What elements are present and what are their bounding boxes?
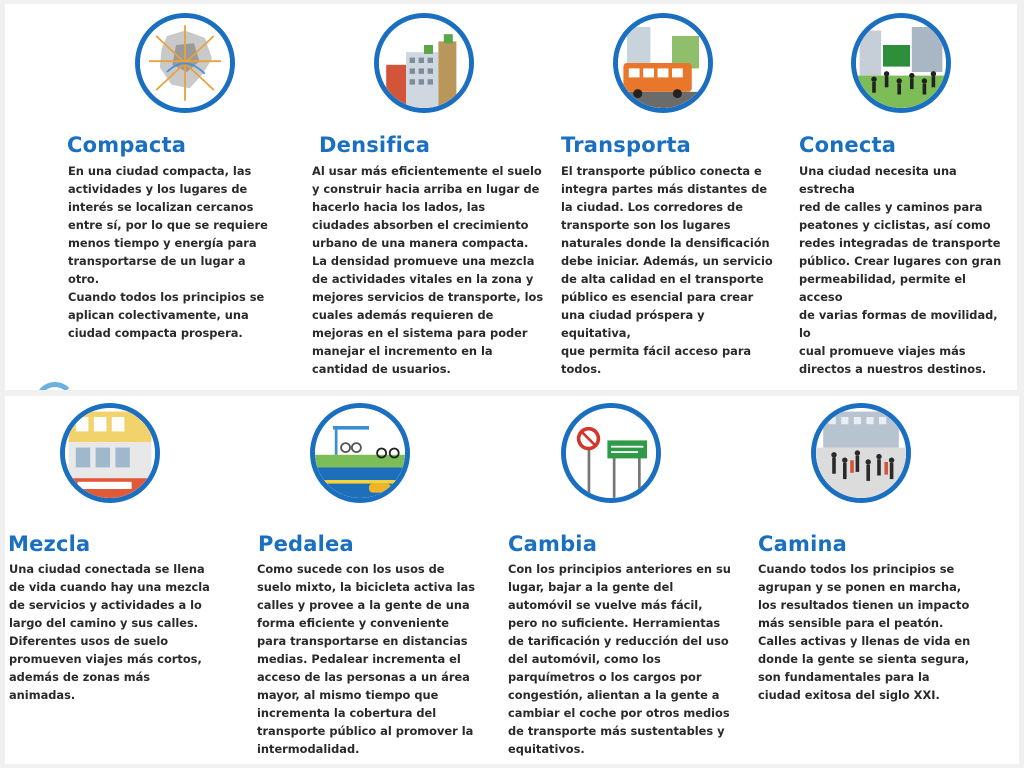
principle-description: El transporte público conecta e integra partes más distantes de la ciudad. Los corredores de transporte son los lugares naturales donde la densificación debe iniciar. Además, un servicio de alta calidad en el transporte público es esencial para crear una ciudad próspera y equitativa, que permita fácil acceso para todos. xyxy=(561,164,773,376)
pedestrians-icon xyxy=(851,13,951,113)
bakery-building-icon xyxy=(60,403,160,503)
principle-title: Cambia xyxy=(508,532,598,556)
principle-description: En una ciudad compacta, las actividades y los lugares de interés se localizan cercanos entre sí, por lo que se requiere menos tiempo y energía para transportarse de un lugar a otro. Cuando todos los principios se aplican colectivamente, una ciudad compacta prospera. xyxy=(68,164,268,340)
principle-title: Conecta xyxy=(799,133,897,157)
principle-title: Transporta xyxy=(561,133,692,157)
principle-description: Una ciudad necesita una estrecha red de calles y caminos para peatones y ciclistas, así como redes integradas de transporte público. Crear lugares con gran permeabilidad, permite el acceso de varias formas de movilidad, lo cual promueve viajes más directos a nuestros destinos. xyxy=(799,164,1002,376)
walking-crowd-icon xyxy=(811,403,911,503)
principle-description: Con los principios anteriores en su lugar, bajar a la gente del automóvil se vuelve más fácil, pero no suficiente. Herramientas de tarificación y reducción del uso del automóvil, como los parquímetros o los cargos por congestión, alientan a la gente a cambiar el coche por otros medios de transporte más sustentables y equitativos. xyxy=(508,562,731,756)
principle-title: Densifica xyxy=(319,133,431,157)
no-parking-sign-icon xyxy=(561,403,661,503)
bus-icon xyxy=(613,13,713,113)
decorative-arc xyxy=(35,382,75,390)
buildings-icon xyxy=(374,13,474,113)
principle-title: Pedalea xyxy=(258,532,354,556)
bicycle-lane-icon xyxy=(310,403,410,503)
principle-title: Mezcla xyxy=(8,532,91,556)
principle-description: Cuando todos los principios se agrupan y se ponen en marcha, los resultados tienen un impacto más sensible para el peatón. Calles activas y llenas de vida en donde la gente se sienta segura, son fundamentales para la ciudad exitosa del siglo XXI. xyxy=(758,562,971,702)
principle-description: Una ciudad conectada se llena de vida cuando hay una mezcla de servicios y actividades a lo largo del camino y sus calles. Diferentes usos de suelo promueven viajes más cortos, además de zonas más animadas. xyxy=(9,562,210,702)
city-map-icon xyxy=(135,13,235,113)
top-panel xyxy=(5,4,1017,390)
principle-description: Como sucede con los usos de suelo mixto, la bicicleta activa las calles y provee a la gente de una forma eficiente y conveniente para transportarse en distancias medias. Pedalear incrementa el acceso de las personas a un área mayor, al mismo tiempo que incrementa la cobertura del transporte público al promover la intermodalidad. xyxy=(257,562,475,756)
principle-description: Al usar más eficientemente el suelo y construir hacia arriba en lugar de hacerlo hacia los lados, las ciudades absorben el crecimiento urbano de una manera compacta. La densidad promueve una mezcla de actividades vitales en la zona y mejores servicios de transporte, los cuales además requieren de mejoras en el sistema para poder manejar el incremento en la cantidad de usuarios. xyxy=(312,164,544,376)
principle-title: Camina xyxy=(758,532,847,556)
principle-title: Compacta xyxy=(67,133,187,157)
bottom-panel xyxy=(5,396,1019,764)
